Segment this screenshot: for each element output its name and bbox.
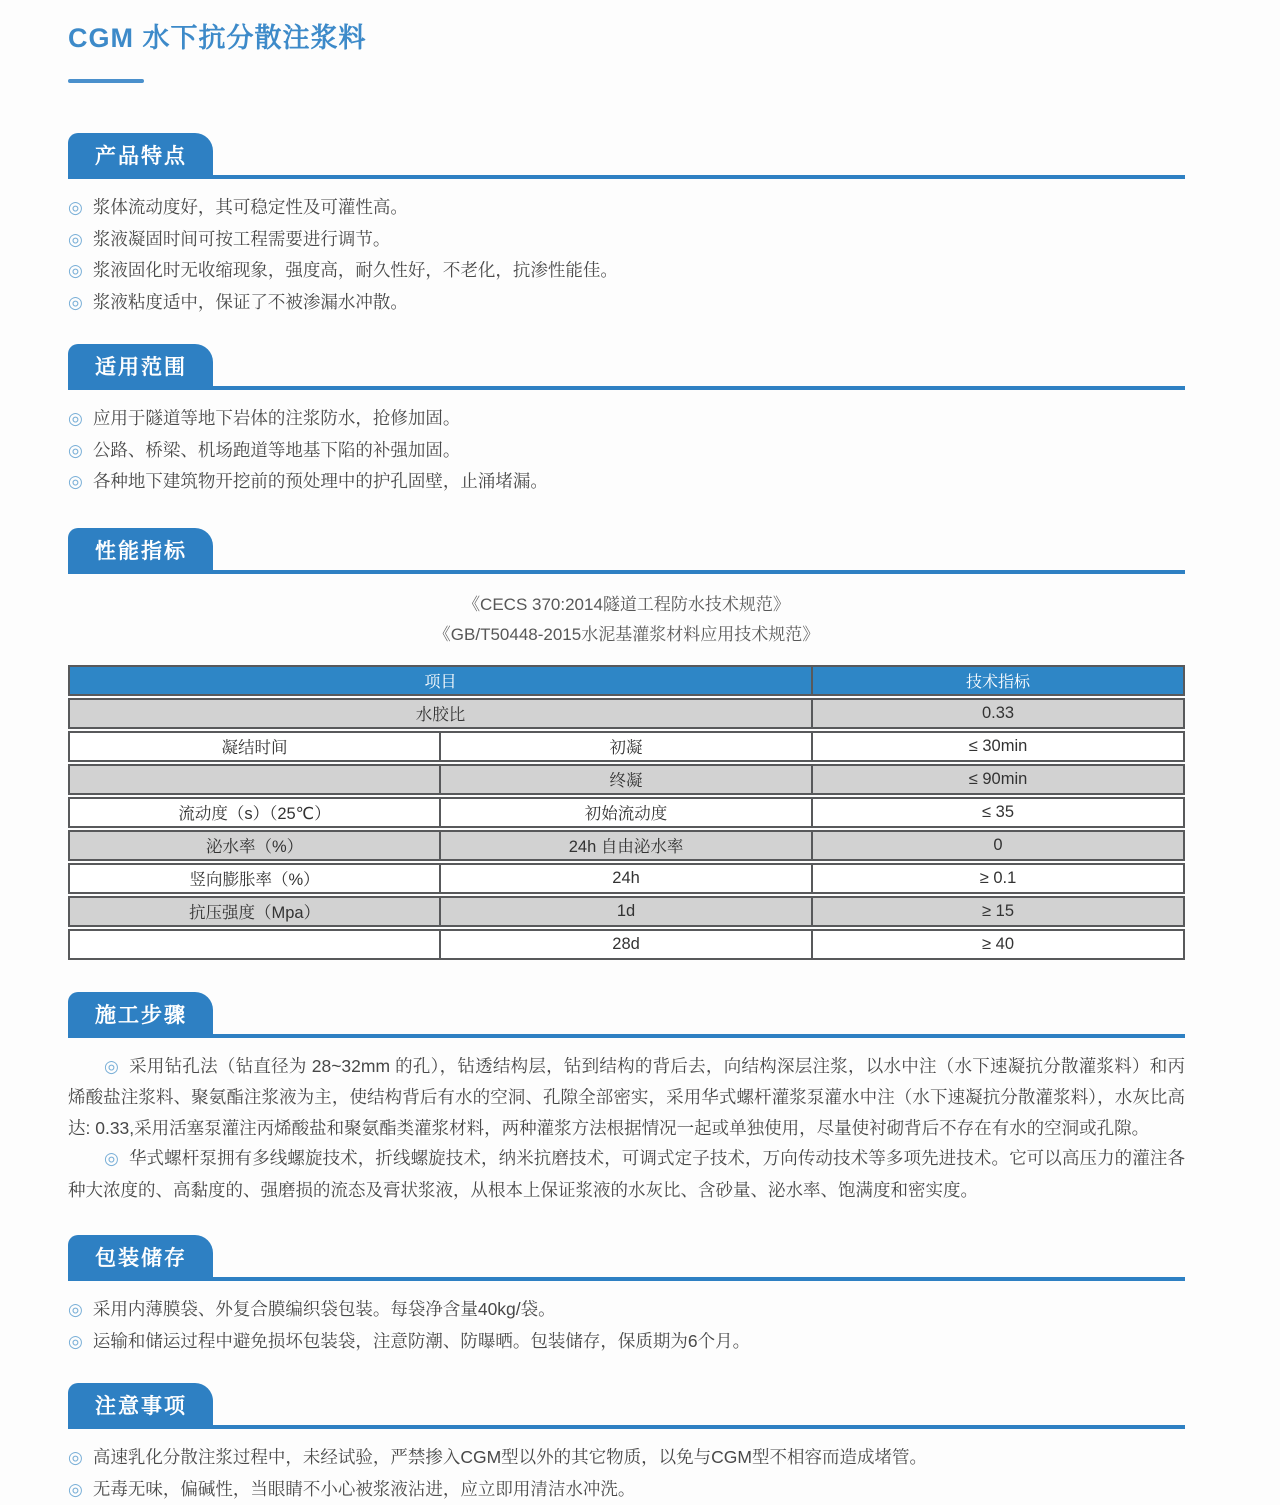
ring-bullet-icon: ◎ [68, 255, 83, 287]
section-performance-tab: 性能指标 [68, 528, 213, 571]
ring-bullet-icon: ◎ [68, 1294, 83, 1326]
standards-references [68, 590, 1185, 650]
bullet-text: 应用于隧道等地下岩体的注浆防水，抢修加固。 [93, 403, 461, 435]
precautions-bullet-list [68, 1442, 1185, 1505]
table-cell-value: 0 [813, 830, 1185, 861]
table-cell-value: ≥ 40 [813, 929, 1185, 960]
table-cell-sub: 终凝 [441, 764, 813, 795]
section-scope-tab: 适用范围 [68, 344, 213, 387]
list-item [68, 287, 1185, 319]
ring-bullet-icon: ◎ [68, 1442, 83, 1474]
table-row [68, 797, 1185, 828]
construction-paragraph [68, 1143, 1185, 1205]
list-item [68, 255, 1185, 287]
ring-bullet-icon: ◎ [68, 466, 83, 498]
performance-table [68, 663, 1185, 962]
section-performance-header [68, 528, 1185, 574]
table-cell-item [68, 929, 441, 960]
bullet-text: 各种地下建筑物开挖前的预处理中的护孔固壁，止涌堵漏。 [93, 466, 548, 498]
table-cell-item: 泌水率（%） [68, 830, 441, 861]
construction-paragraphs [68, 1051, 1185, 1206]
table-row [68, 830, 1185, 861]
ring-bullet-icon: ◎ [104, 1057, 119, 1076]
list-item [68, 435, 1185, 467]
section-features-tab: 产品特点 [68, 133, 213, 176]
section-packaging-tab: 包装储存 [68, 1235, 213, 1278]
section-precautions-header [68, 1383, 1185, 1429]
section-features-header [68, 133, 1185, 179]
section-precautions [68, 1383, 1185, 1505]
table-cell-value: ≤ 35 [813, 797, 1185, 828]
table-cell-item: 水胶比 [68, 698, 813, 729]
table-row [68, 764, 1185, 795]
table-row [68, 863, 1185, 894]
table-cell-item: 抗压强度（Mpa） [68, 896, 441, 927]
ring-bullet-icon: ◎ [68, 224, 83, 256]
section-construction-tab: 施工步骤 [68, 992, 213, 1035]
bullet-text: 浆液固化时无收缩现象，强度高，耐久性好，不老化，抗渗性能佳。 [93, 255, 618, 287]
packaging-bullet-list [68, 1294, 1185, 1357]
table-row [68, 698, 1185, 729]
table-cell-item: 流动度（s）（25℃） [68, 797, 441, 828]
standard-reference: 《CECS 370:2014隧道工程防水技术规范》 [68, 590, 1185, 620]
ring-bullet-icon: ◎ [68, 403, 83, 435]
table-cell-item [68, 764, 441, 795]
bullet-text: 浆体流动度好，其可稳定性及可灌性高。 [93, 192, 408, 224]
list-item [68, 466, 1185, 498]
bullet-text: 无毒无味，偏碱性，当眼睛不小心被浆液沾进，应立即用清洁水冲洗。 [93, 1474, 636, 1505]
bullet-text: 运输和储运过程中避免损坏包装袋，注意防潮、防曝晒。包装储存，保质期为6个月。 [93, 1326, 750, 1358]
list-item [68, 1442, 1185, 1474]
ring-bullet-icon: ◎ [68, 287, 83, 319]
table-cell-sub: 24h 自由泌水率 [441, 830, 813, 861]
list-item [68, 224, 1185, 256]
section-packaging-header [68, 1235, 1185, 1281]
ring-bullet-icon: ◎ [68, 435, 83, 467]
scope-bullet-list [68, 403, 1185, 498]
table-cell-sub: 24h [441, 863, 813, 894]
section-features [68, 133, 1185, 318]
section-scope-header [68, 344, 1185, 390]
ring-bullet-icon: ◎ [68, 192, 83, 224]
table-cell-value: ≤ 90min [813, 764, 1185, 795]
bullet-text: 浆液粘度适中，保证了不被渗漏水冲散。 [93, 287, 408, 319]
table-row [68, 929, 1185, 960]
table-cell-value: ≤ 30min [813, 731, 1185, 762]
title-underline [68, 79, 144, 83]
table-cell-value: ≥ 15 [813, 896, 1185, 927]
standard-reference: 《GB/T50448-2015水泥基灌浆材料应用技术规范》 [68, 620, 1185, 650]
section-packaging [68, 1235, 1185, 1357]
table-cell-value: ≥ 0.1 [813, 863, 1185, 894]
table-row [68, 731, 1185, 762]
list-item [68, 403, 1185, 435]
ring-bullet-icon: ◎ [104, 1149, 119, 1168]
table-header-item: 项目 [68, 665, 813, 696]
table-cell-sub: 初凝 [441, 731, 813, 762]
section-performance [68, 528, 1185, 962]
section-construction [68, 992, 1185, 1206]
bullet-text: 浆液凝固时间可按工程需要进行调节。 [93, 224, 391, 256]
page-title: CGM 水下抗分散注浆料 [68, 16, 1185, 55]
list-item [68, 1474, 1185, 1505]
list-item [68, 192, 1185, 224]
product-datasheet-page [68, 0, 1185, 1505]
section-scope [68, 344, 1185, 498]
table-header-value: 技术指标 [813, 665, 1185, 696]
paragraph-text: 华式螺杆泵拥有多线螺旋技术，折线螺旋技术，纳米抗磨技术，可调式定子技术，万向传动技术等多项先进技术。它可以高压力的灌注各种大浓度的、高黏度的、强磨损的流态及膏状浆液，从根本上保证浆液的水灰比、含砂量、泌水率、饱满度和密实度。 [68, 1148, 1185, 1200]
features-bullet-list [68, 192, 1185, 318]
bullet-text: 公路、桥梁、机场跑道等地基下陷的补强加固。 [93, 435, 461, 467]
bullet-text: 高速乳化分散注浆过程中，未经试验，严禁掺入CGM型以外的其它物质，以免与CGM型不相容而造成堵管。 [93, 1442, 927, 1474]
table-cell-item: 竖向膨胀率（%） [68, 863, 441, 894]
ring-bullet-icon: ◎ [68, 1326, 83, 1358]
table-row [68, 896, 1185, 927]
table-cell-sub: 初始流动度 [441, 797, 813, 828]
ring-bullet-icon: ◎ [68, 1474, 83, 1505]
construction-paragraph [68, 1051, 1185, 1144]
table-cell-sub: 1d [441, 896, 813, 927]
section-precautions-tab: 注意事项 [68, 1383, 213, 1426]
section-construction-header [68, 992, 1185, 1038]
table-cell-sub: 28d [441, 929, 813, 960]
bullet-text: 采用内薄膜袋、外复合膜编织袋包装。每袋净含量40kg/袋。 [93, 1294, 556, 1326]
list-item [68, 1326, 1185, 1358]
table-header-row [68, 665, 1185, 696]
paragraph-text: 采用钻孔法（钻直径为 28~32mm 的孔），钻透结构层，钻到结构的背后去，向结构深层注浆，以水中注（水下速凝抗分散灌浆料）和丙烯酸盐注浆料、聚氨酯注浆液为主，使结构背后有水的空洞、孔隙全部密实，采用华式螺杆灌浆泵灌水中注（水下速凝抗分散灌浆料），水灰比高达: 0.33,采用活塞泵灌注丙烯酸盐和聚氨酯类灌浆材料，两种灌浆方法根据情况一起或单独使用，尽量使衬砌背后不存在有水的空洞或孔隙。 [68, 1056, 1185, 1138]
table-cell-value: 0.33 [813, 698, 1185, 729]
table-cell-item: 凝结时间 [68, 731, 441, 762]
list-item [68, 1294, 1185, 1326]
